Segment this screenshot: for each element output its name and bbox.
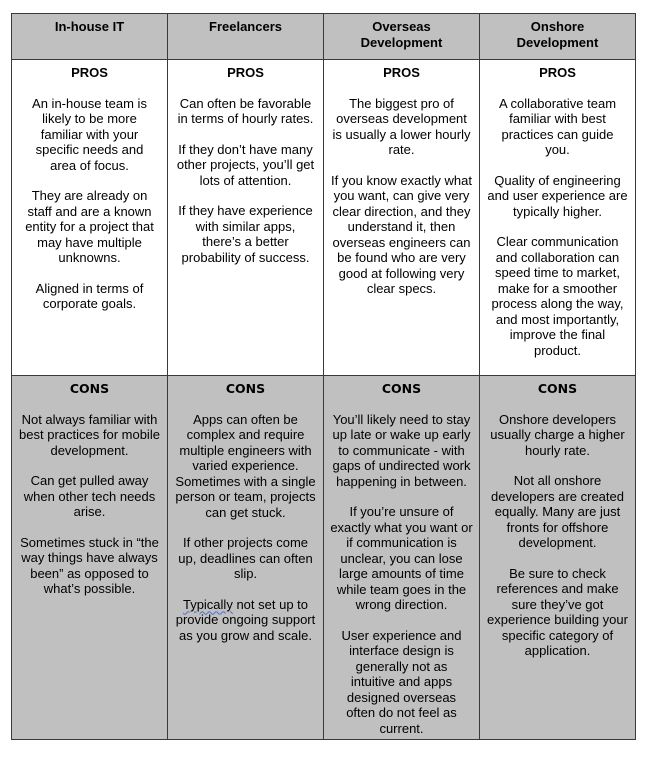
- header-row: [12, 14, 636, 60]
- pros-item: They are already on staff and are a known entity for a project that may have multiple unknowns.: [25, 188, 154, 265]
- cons-label: CONS: [225, 381, 266, 396]
- pros-label: PROS: [71, 65, 108, 80]
- pros-item: Can often be favorable in terms of hourly rates.: [177, 95, 314, 126]
- pros-cell-freelancers: [168, 60, 324, 376]
- pros-label: PROS: [539, 65, 576, 80]
- cons-row: [12, 376, 636, 740]
- header-freelancers: Freelancers: [168, 14, 324, 60]
- pros-label: PROS: [227, 65, 264, 80]
- pros-item: If you know exactly what you want, can give very clear direction, and they understand it, then overseas engineers can be found who are very good at following very clear specs.: [331, 172, 472, 296]
- cons-item: Onshore developers usually charge a higher hourly rate.: [490, 411, 625, 458]
- pros-label: PROS: [383, 65, 420, 80]
- cons-label: CONS: [69, 381, 110, 396]
- cons-item: [172, 597, 319, 644]
- cons-item: You’ll likely need to stay up late or wake up early to communicate - with gaps of undirected work happening in between.: [332, 411, 471, 489]
- spellcheck-word: Typically: [182, 596, 233, 612]
- cons-cell-in-house-it: [12, 376, 168, 740]
- cons-item: If you’re unsure of exactly what you want or if communication is unclear, you can lose large amounts of time while team goes in the wrong direction.: [330, 504, 473, 612]
- pros-item: If they have experience with similar apps, there’s a better probability of success.: [178, 203, 313, 265]
- cons-label: CONS: [381, 381, 422, 396]
- cons-item: User experience and interface design is generally not as intuitive and apps designed overseas often do not feel as current.: [341, 627, 462, 736]
- header-overseas-development: Overseas Development: [324, 14, 480, 60]
- pros-item: Clear communication and collaboration can speed time to market, make for a smoother process along the way, and most importantly, improve the final product.: [491, 234, 624, 358]
- cons-item: Sometimes stuck in “the way things have always been” as opposed to what’s possible.: [20, 534, 159, 596]
- pros-row: [12, 60, 636, 376]
- pros-item: A collaborative team familiar with best practices can guide you.: [498, 95, 617, 157]
- cons-cell-freelancers: [168, 376, 324, 740]
- cons-cell-onshore-development: [480, 376, 636, 740]
- header-in-house-it: In-house IT: [12, 14, 168, 60]
- pros-item: The biggest pro of overseas development is usually a lower hourly rate.: [332, 95, 471, 157]
- cons-item: Apps can often be complex and require multiple engineers with varied experience. Sometimes with a single person or team, projects can get stuck.: [175, 411, 316, 520]
- pros-item: Aligned in terms of corporate goals.: [35, 280, 144, 311]
- cons-item-text: not set up to provide ongoing support as you grow and scale.: [175, 596, 316, 643]
- pros-item: If they don’t have many other projects, you’ll get lots of attention.: [176, 141, 315, 188]
- cons-item: Not all onshore developers are created equally. Many are just fronts for offshore development.: [491, 473, 624, 550]
- pros-cell-onshore-development: [480, 60, 636, 376]
- cons-item: Be sure to check references and make sure they’ve got experience building your specific category of application.: [487, 565, 628, 658]
- cons-item: Not always familiar with best practices for mobile development.: [19, 411, 160, 458]
- pros-cell-in-house-it: [12, 60, 168, 376]
- pros-item: An in-house team is likely to be more familiar with your specific needs and area of focus.: [32, 95, 147, 173]
- comparison-table: [11, 13, 636, 740]
- pros-cell-overseas-development: [324, 60, 480, 376]
- header-onshore-development: Onshore Development: [480, 14, 636, 60]
- cons-cell-overseas-development: [324, 376, 480, 740]
- cons-item: Can get pulled away when other tech needs arise.: [23, 473, 156, 519]
- cons-item: If other projects come up, deadlines can often slip.: [178, 535, 313, 581]
- pros-item: Quality of engineering and user experience are typically higher.: [487, 172, 628, 219]
- cons-label: CONS: [537, 381, 578, 396]
